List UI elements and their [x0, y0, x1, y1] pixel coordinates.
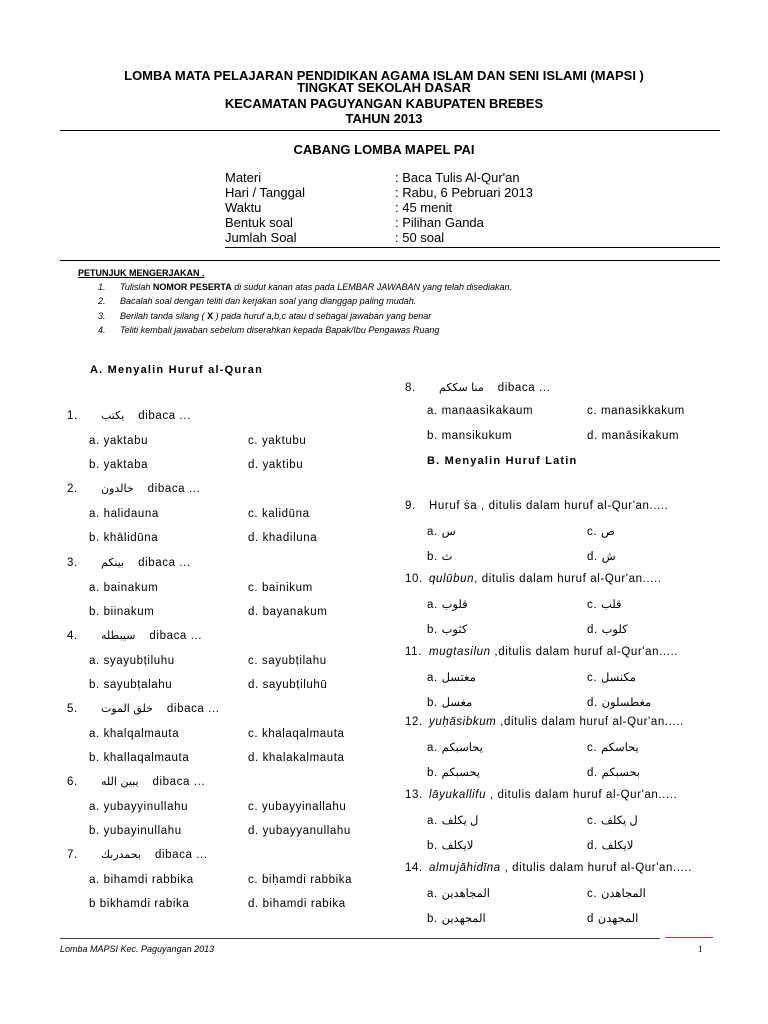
arabic-text: يبين الله — [101, 775, 139, 788]
answer-option[interactable]: a. س — [427, 526, 456, 538]
latin-word: lāyukallifu — [429, 789, 487, 801]
footer-accent-line — [665, 937, 713, 938]
answer-option[interactable]: d. لايكلف — [587, 840, 634, 852]
answer-option[interactable]: b. ث — [427, 551, 453, 563]
answer-option[interactable]: a. syayubṭiluhu — [89, 655, 175, 667]
instruction-item: 4. Teliti kembali jawaban sebelum diserahkan kepada Bapak/Ibu Pengawas Ruang — [98, 325, 440, 335]
answer-option[interactable]: c. sayubṭilahu — [248, 655, 327, 667]
answer-option[interactable]: b. مغسل — [427, 697, 473, 709]
info-value: : 50 soal — [395, 230, 445, 245]
answer-option[interactable]: b. يحسبكم — [427, 767, 480, 779]
info-key: Jumlah Soal — [225, 230, 297, 245]
question-10: 10. qulūbun, ditulis dalam huruf al-Qur'an..... — [405, 573, 662, 585]
answer-option[interactable]: a. المجاهدين — [427, 888, 490, 900]
header-divider — [60, 130, 720, 131]
answer-option[interactable]: d. مغطسلون — [587, 697, 652, 709]
header-title-line2: TINGKAT SEKOLAH DASAR — [297, 80, 471, 95]
answer-option[interactable]: b. khallaqalmauta — [89, 752, 190, 764]
answer-option[interactable]: d. bihamdi rabika — [248, 898, 346, 910]
answer-option[interactable]: c. kalidūna — [248, 508, 310, 520]
info-value: : 45 menit — [395, 200, 453, 215]
answer-option[interactable]: d. khadiluna — [248, 532, 318, 544]
footer-divider — [60, 938, 660, 939]
info-value: : Rabu, 6 Pebruari 2013 — [395, 185, 534, 200]
latin-word: almujāhidīna — [429, 862, 501, 874]
info-divider — [225, 247, 720, 248]
arabic-text: بينكم — [101, 556, 125, 569]
info-row-date — [225, 185, 533, 200]
question-9: 9. Huruf ṡa , ditulis dalam huruf al-Qur'an..... — [405, 500, 669, 512]
answer-option[interactable]: c. yaktubu — [248, 435, 307, 447]
answer-option[interactable]: c. يحاسكم — [587, 742, 639, 754]
answer-option[interactable]: a. yaktabu — [89, 435, 149, 447]
answer-option[interactable]: c. khalaqalmauta — [248, 728, 345, 740]
question-2: 2. خالدون dibaca ... — [67, 482, 201, 495]
arabic-text: منا سككم — [439, 381, 484, 394]
answer-option[interactable]: d. khalakalmauta — [248, 752, 345, 764]
answer-option[interactable]: c. قلب — [587, 599, 622, 611]
answer-option[interactable]: c. yubayyinallahu — [248, 801, 347, 813]
instruction-item: 1. Tulislah NOMOR PESERTA di sudut kanan atas pada LEMBAR JAWABAN yang telah disediakan. — [98, 282, 513, 292]
answer-option[interactable]: a. khalqalmauta — [89, 728, 180, 740]
header-title-line3: KECAMATAN PAGUYANGAN KABUPATEN BREBES — [224, 96, 544, 111]
answer-option[interactable]: b. لايكلف — [427, 840, 474, 852]
question-5: 5. خلق الموت dibaca ... — [67, 702, 220, 715]
answer-option[interactable]: a. bainakum — [89, 582, 159, 594]
arabic-text: بحمدربك — [101, 848, 141, 861]
answer-option[interactable]: a. قلوب — [427, 599, 468, 611]
answer-option[interactable]: b. biinakum — [89, 606, 155, 618]
answer-option[interactable]: b. mansikukum — [427, 430, 513, 442]
answer-option[interactable]: b. yaktaba — [89, 459, 149, 471]
answer-option[interactable]: b. المجهدين — [427, 913, 486, 925]
info-row-count — [225, 230, 533, 245]
header-title-line1: LOMBA MATA PELAJARAN PENDIDIKAN AGAMA ISLAM DAN SENI ISLAMI (MAPSI ) — [124, 68, 644, 83]
answer-option[interactable]: a. halidauna — [89, 508, 159, 520]
answer-option[interactable]: d. yaktibu — [248, 459, 304, 471]
answer-option[interactable]: a. yubayyinullahu — [89, 801, 189, 813]
info-value: : Baca Tulis Al-Qur'an — [395, 170, 520, 185]
instruction-item: 3. Berilah tanda silang ( X ) pada huruf a,b,c atau d sebagai jawaban yang benar — [98, 311, 432, 321]
answer-option[interactable]: a. manaasikakaum — [427, 405, 534, 417]
answer-option[interactable]: b bikhamdi rabika — [89, 898, 190, 910]
arabic-text: خالدون — [101, 482, 134, 495]
subtitle: CABANG LOMBA MAPEL PAI — [293, 142, 475, 157]
question-12: 12. yuḥāsibkum ,ditulis dalam huruf al-Qur'an..... — [405, 716, 684, 728]
info-key: Materi — [225, 170, 262, 185]
question-11: 11. mugtasilun ,ditulis dalam huruf al-Qur'an..... — [405, 646, 679, 658]
section-b-heading: B. Menyalin Huruf Latin — [427, 455, 578, 467]
instruction-item: 2. Bacalah soal dengan teliti dan kerjakan soal yang dianggap paling mudah. — [98, 296, 417, 306]
answer-option[interactable]: c. ل يكلف — [587, 815, 638, 827]
info-row-type — [225, 215, 533, 230]
answer-option[interactable]: b. khālidūna — [89, 532, 159, 544]
answer-option[interactable]: d المجهدن — [587, 913, 639, 925]
info-key: Bentuk soal — [225, 215, 293, 230]
answer-option[interactable]: a. ل يكلف — [427, 815, 479, 827]
page-number: 1 — [698, 944, 703, 954]
latin-word: mugtasilun — [429, 646, 491, 658]
latin-word: yuḥāsibkum — [429, 716, 497, 728]
info-key: Waktu — [225, 200, 262, 215]
question-8: 8. منا سككم dibaca ... — [405, 381, 551, 394]
info-key: Hari / Tanggal — [225, 185, 305, 200]
answer-option[interactable]: c. المجاهدن — [587, 888, 646, 900]
arabic-text: يكتب — [101, 409, 125, 422]
question-4: 4. سيبطله dibaca ... — [67, 629, 203, 642]
latin-word: qulūbun — [429, 573, 475, 585]
answer-option[interactable]: d. sayubṭiluhū — [248, 679, 328, 691]
section-a-heading: A. Menyalin Huruf al-Quran — [90, 364, 263, 376]
answer-option[interactable]: d. yubayyanullahu — [248, 825, 351, 837]
instructions-divider — [60, 260, 720, 261]
answer-option[interactable]: d. كلوب — [587, 624, 628, 636]
answer-option[interactable]: a. bihamdi rabbika — [89, 874, 194, 886]
arabic-text: سيبطله — [101, 629, 136, 642]
question-14: 14. almujāhidīna , ditulis dalam huruf al-Qur'an..... — [405, 862, 692, 874]
answer-option[interactable]: a. مغتسل — [427, 672, 476, 684]
answer-option[interactable]: c. مكنسل — [587, 672, 636, 684]
header-title-line4: TAHUN 2013 — [345, 111, 423, 126]
answer-option[interactable]: a. يحاسبكم — [427, 742, 483, 754]
info-row-materi — [225, 170, 533, 185]
answer-option[interactable]: b. sayubṭalahu — [89, 679, 173, 691]
answer-option[interactable]: c. manasikkakum — [587, 405, 685, 417]
answer-option[interactable]: c. ص — [587, 526, 615, 538]
question-13: 13. lāyukallifu , ditulis dalam huruf al-Qur'an..... — [405, 789, 678, 801]
answer-option[interactable]: d. manāsikakum — [587, 430, 680, 442]
answer-option[interactable]: d. bayanakum — [248, 606, 328, 618]
answer-option[interactable]: c. bainikum — [248, 582, 313, 594]
question-7: 7. بحمدربك dibaca ... — [67, 848, 208, 861]
exam-info-block — [225, 170, 533, 245]
footer-text: Lomba MAPSI Kec. Paguyangan 2013 — [60, 944, 215, 954]
question-1: 1. يكتب dibaca ... — [67, 409, 191, 422]
arabic-text: خلق الموت — [101, 702, 153, 715]
instructions-title: PETUNJUK MENGERJAKAN . — [78, 268, 205, 278]
answer-option[interactable]: b. كثوب — [427, 624, 468, 636]
answer-option[interactable]: b. yubayinullahu — [89, 825, 182, 837]
info-row-time — [225, 200, 533, 215]
answer-option[interactable]: d. بحسبكم — [587, 767, 640, 779]
answer-option[interactable]: c. biḥamdi rabbika — [248, 874, 353, 886]
answer-option[interactable]: d. ش — [587, 551, 616, 563]
question-6: 6. يبين الله dibaca ... — [67, 775, 206, 788]
info-value: : Pilihan Ganda — [395, 215, 484, 230]
question-3: 3. بينكم dibaca ... — [67, 556, 191, 569]
